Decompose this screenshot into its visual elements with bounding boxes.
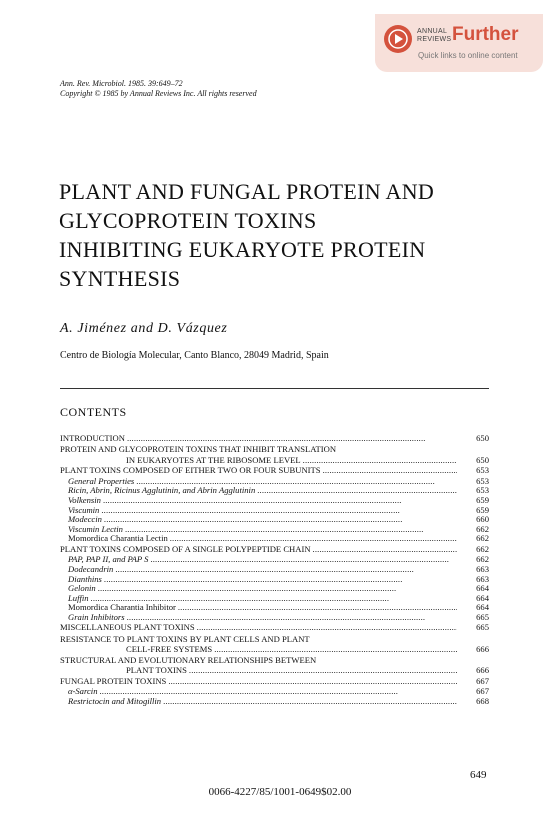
toc-entry-page: 662 [476, 523, 489, 534]
toc-entry-page: 659 [476, 494, 489, 505]
toc-leader [214, 645, 457, 655]
badge-subtitle: Quick links to online content [418, 51, 518, 60]
toc-entry-page: 666 [476, 665, 489, 676]
toc-entry[interactable] [60, 486, 489, 496]
toc-entry[interactable] [60, 565, 489, 575]
toc-entry[interactable] [60, 575, 489, 585]
toc-entry-label: MISCELLANEOUS PLANT TOXINS [60, 622, 195, 633]
badge-annual-reviews: ANNUAL REVIEWS [417, 28, 452, 43]
copyright-line: Copyright © 1985 by Annual Reviews Inc. All rights reserved [60, 89, 257, 98]
toc-entry-page: 664 [476, 602, 489, 613]
toc-entry-label: Momordica Charantia Lectin [68, 533, 168, 544]
toc-leader [168, 676, 457, 687]
toc-entry-page: 659 [476, 504, 489, 515]
play-icon [384, 25, 412, 53]
toc-entry[interactable] [60, 613, 489, 623]
toc-entry-page: 650 [476, 432, 489, 443]
toc-leader [197, 622, 457, 633]
toc-entry-label: PLANT TOXINS [126, 665, 187, 676]
toc-entry-label: Viscumin Lectin [68, 523, 123, 534]
toc-entry-page: 662 [476, 533, 489, 544]
toc-entry-label: RESISTANCE TO PLANT TOXINS BY PLANT CELLS AND PLANT [60, 633, 310, 644]
toc-leader [127, 433, 457, 444]
toc-entry[interactable] [60, 496, 489, 506]
toc-entry-label: Ricin, Abrin, Ricinus Agglutinin, and Abrin Agglutinin [68, 485, 256, 496]
toc-entry-page: 664 [476, 583, 489, 594]
toc-entry[interactable] [60, 697, 489, 707]
toc-leader [103, 496, 457, 506]
toc-leader [150, 555, 457, 565]
toc-entry-label: PROTEIN AND GLYCOPROTEIN TOXINS THAT INHIBIT TRANSLATION [60, 444, 337, 455]
toc-leader [323, 465, 457, 476]
toc-leader [163, 697, 457, 707]
toc-entry-label: Luffin [68, 592, 89, 603]
toc-leader [257, 486, 457, 496]
toc-entry-page: 653 [476, 465, 489, 476]
toc-entry[interactable] [60, 456, 489, 466]
toc-entry-page: 650 [476, 454, 489, 465]
affiliation: Centro de Biología Molecular, Canto Blanco, 28049 Madrid, Spain [60, 350, 329, 361]
toc-entry-page: 664 [476, 592, 489, 603]
toc-entry-label: Modeccin [68, 514, 102, 525]
toc-entry[interactable] [60, 515, 489, 525]
toc-entry-label: PLANT TOXINS COMPOSED OF EITHER TWO OR FOUR SUBUNITS [60, 465, 321, 476]
toc-entry-page: 667 [476, 675, 489, 686]
toc-leader [303, 456, 457, 466]
page-number: 649 [470, 769, 487, 781]
toc-leader [313, 544, 457, 555]
toc-entry-label: Dianthins [68, 573, 102, 584]
toc-leader [101, 506, 457, 516]
toc-entry-label: Gelonin [68, 583, 96, 594]
toc-entry-label: α-Sarcin [68, 686, 98, 697]
toc-entry-label: Grain Inhibitors [68, 611, 125, 622]
toc-entry-label: IN EUKARYOTES AT THE RIBOSOME LEVEL [126, 454, 301, 465]
toc-leader [115, 565, 457, 575]
toc-leader [125, 525, 457, 535]
toc-entry[interactable] [60, 645, 489, 655]
toc-leader [170, 534, 457, 544]
toc-leader [189, 666, 457, 676]
annual-reviews-further-badge[interactable] [375, 14, 543, 72]
toc-entry[interactable] [60, 655, 489, 666]
toc-leader [98, 584, 457, 594]
toc-entry-page: 662 [476, 543, 489, 554]
toc-entry[interactable] [60, 433, 489, 444]
toc-entry[interactable] [60, 634, 489, 645]
toc-entry-label: Volkensin [68, 494, 101, 505]
toc-entry-page: 665 [476, 611, 489, 622]
toc-entry-page: 662 [476, 554, 489, 565]
toc-entry[interactable] [60, 555, 489, 565]
toc-leader [104, 575, 457, 585]
toc-entry-page: 653 [476, 485, 489, 496]
toc-entry-label: Dodecandrin [68, 563, 114, 574]
table-of-contents [60, 433, 489, 706]
authors: A. Jiménez and D. Vázquez [60, 321, 228, 336]
toc-entry[interactable] [60, 666, 489, 676]
toc-entry-page: 667 [476, 686, 489, 697]
contents-heading: CONTENTS [60, 405, 127, 419]
badge-further: Further [452, 24, 519, 45]
toc-entry[interactable] [60, 584, 489, 594]
toc-leader [178, 603, 457, 613]
toc-entry-page: 668 [476, 695, 489, 706]
issn-footer: 0066-4227/85/1001-0649$02.00 [208, 786, 352, 798]
toc-entry-label: STRUCTURAL AND EVOLUTIONARY RELATIONSHIPS BETWEEN [60, 654, 317, 665]
toc-entry-label: Momordica Charantia Inhibitor [68, 602, 176, 613]
toc-entry-label: PLANT TOXINS COMPOSED OF A SINGLE POLYPEPTIDE CHAIN [60, 543, 311, 554]
toc-entry-page: 660 [476, 514, 489, 525]
toc-entry[interactable] [60, 534, 489, 544]
toc-entry-label: General Properties [68, 475, 135, 486]
toc-entry-label: PAP, PAP II, and PAP S [68, 554, 149, 565]
toc-entry-page: 666 [476, 644, 489, 655]
toc-entry-label: Restrictocin and Mitogillin [68, 695, 162, 706]
article-title: PLANT AND FUNGAL PROTEIN AND GLYCOPROTEIN TOXINS INHIBITING EUKARYOTE PROTEIN SYNTHESIS [59, 179, 435, 291]
toc-entry[interactable] [60, 676, 489, 687]
toc-entry[interactable] [60, 622, 489, 633]
divider [60, 388, 489, 389]
toc-entry-page: 665 [476, 622, 489, 633]
toc-entry-label: INTRODUCTION [60, 432, 125, 443]
journal-citation [60, 79, 257, 99]
toc-entry-page: 663 [476, 573, 489, 584]
toc-entry-label: CELL-FREE SYSTEMS [126, 644, 213, 655]
toc-entry-label: Viscumin [68, 504, 100, 515]
toc-leader [104, 515, 457, 525]
toc-entry[interactable] [60, 506, 489, 516]
citation-line: Ann. Rev. Microbiol. 1985. 39:649–72 [60, 79, 183, 88]
toc-entry-page: 653 [476, 475, 489, 486]
toc-entry-label: FUNGAL PROTEIN TOXINS [60, 675, 167, 686]
toc-leader [127, 613, 457, 623]
toc-entry-page: 663 [476, 563, 489, 574]
